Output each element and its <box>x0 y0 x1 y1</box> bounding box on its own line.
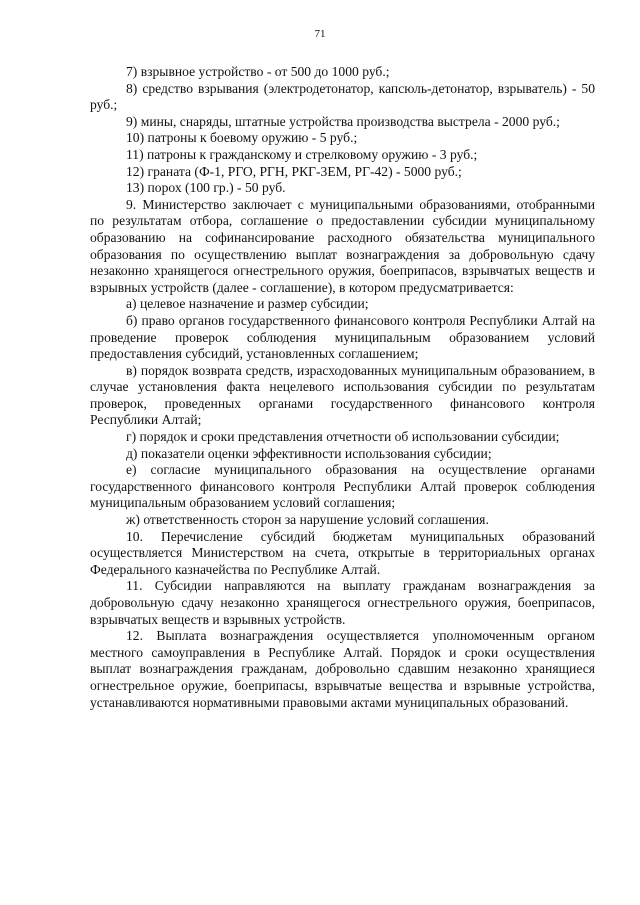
list-item-grenade: 12) граната (Ф-1, РГО, РГН, РКГ-3ЕМ, РГ-42) - 5000 руб.; <box>126 163 462 179</box>
subclause-b: б) право органов государственного финансового контроля Республики Алтай на проведение проверок соблюдения муниципальным образованием условий предоставления субсидий, установленных соглашением; <box>90 312 595 362</box>
subclause-v: в) порядок возврата средств, израсходованных муниципальным образованием, в случае установления факта нецелевого использования субсидии по результатам проверок, проведенных органами государственного финансового контроля Республики Алтай; <box>90 362 595 428</box>
list-item-gunpowder: 13) порох (100 гр.) - 50 руб. <box>126 180 286 196</box>
clause-9-agreement: 9. Министерство заключает с муниципальными образованиями, отобранными по результатам отбора, соглашение о предоставлении субсидии муниципальному образованию на софинансирование расходного обязательства муниципального образования по осуществлению выплат вознаграждения за добровольную сдачу незаконно хранящегося огнестрельного оружия, боеприпасов, взрывчатых веществ и взрывных устройств (далее - соглашение), в котором предусматривается: <box>90 196 595 295</box>
subclause-a: а) целевое назначение и размер субсидии; <box>126 296 369 312</box>
subclause-e: е) согласие муниципального образования на осуществление органами государственного финансового контроля Республики Алтай проверок соблюдения муниципальным образованием условий соглашения; <box>90 462 595 511</box>
clause-10-transfer: 10. Перечисление субсидий бюджетам муниципальных образований осуществляется Министерством на счета, открытые в территориальных органах Федерального казначейства по Республике Алтай. <box>90 528 595 577</box>
subclause-g: г) порядок и сроки представления отчетности об использовании субсидии; <box>126 429 560 445</box>
page-number: 71 <box>314 28 326 40</box>
list-item-mines-shells: 9) мины, снаряды, штатные устройства производства выстрела - 2000 руб.; <box>126 113 560 129</box>
list-item-explosive-device: 7) взрывное устройство - от 500 до 1000 руб.; <box>126 64 390 79</box>
list-item-detonation-means: 8) средство взрывания (электродетонатор, капсюль-детонатор, взрыватель) - 50 руб.; <box>90 80 595 113</box>
list-item-combat-cartridges: 10) патроны к боевому оружию - 5 руб.; <box>126 130 358 146</box>
document-body <box>90 64 595 711</box>
clause-12-payment: 12. Выплата вознаграждения осуществляется уполномоченным органом местного самоуправления в Республике Алтай. Порядок и сроки осуществления выплат вознаграждения гражданам, добровольно сдавшим незаконно хранящиеся огнестрельное оружие, боеприпасы, взрывчатые вещества и взрывные устройства, устанавливаются нормативными правовыми актами муниципальных образований. <box>90 628 595 710</box>
subclause-zh: ж) ответственность сторон за нарушение условий соглашения. <box>126 512 489 528</box>
clause-11-purpose: 11. Субсидии направляются на выплату гражданам вознаграждения за добровольную сдачу незаконно хранящегося огнестрельного оружия, боеприпасов, взрывчатых веществ и взрывных устройств. <box>90 578 595 627</box>
subclause-d: д) показатели оценки эффективности использования субсидии; <box>126 445 492 461</box>
list-item-civil-cartridges: 11) патроны к гражданскому и стрелковому оружию - 3 руб.; <box>126 146 478 162</box>
